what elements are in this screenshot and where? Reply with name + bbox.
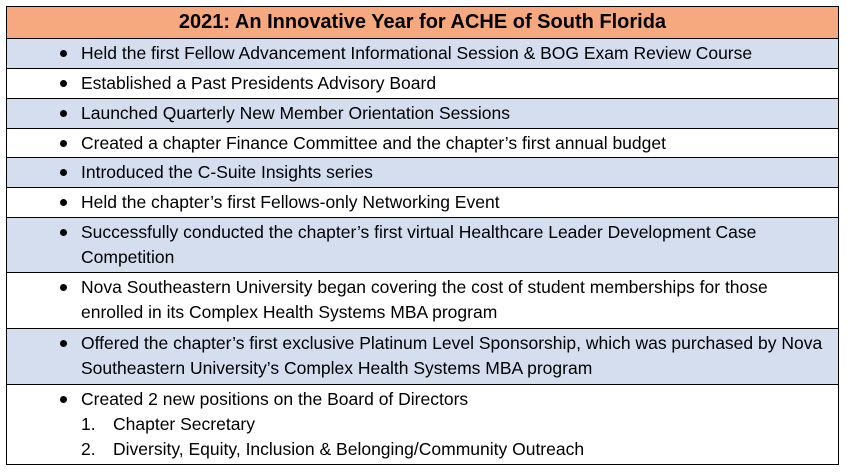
sub-item-number: 1.: [81, 414, 96, 434]
table-row: [7, 188, 838, 218]
bullet-icon: [7, 275, 81, 300]
sub-list-item: [81, 412, 828, 437]
table-row: [7, 99, 838, 129]
item-text: Nova Southeastern University began covering the cost of student memberships for those enrolled in its Complex Health Systems MBA program: [81, 277, 768, 322]
bullet-icon: [7, 101, 81, 126]
item-text: Launched Quarterly New Member Orientation Sessions: [81, 103, 510, 123]
achievements-table: [6, 6, 839, 465]
item-text: Held the first Fellow Advancement Informational Session & BOG Exam Review Course: [81, 43, 753, 63]
sub-list-item: [81, 437, 828, 462]
bullet-icon: [7, 71, 81, 96]
item-text: Offered the chapter’s first exclusive Platinum Level Sponsorship, which was purchased by Nova Southeastern University’s Complex Health Systems MBA program: [81, 333, 823, 378]
sub-item-text: Chapter Secretary: [113, 414, 256, 434]
table-row: [7, 218, 838, 273]
table-title: 2021: An Innovative Year for ACHE of South Florida: [178, 11, 667, 33]
bullet-icon: [7, 190, 81, 215]
item-text: Created 2 new positions on the Board of Directors: [81, 389, 469, 409]
table-row: [7, 273, 838, 329]
sub-item-number: 2.: [81, 439, 96, 459]
bullet-icon: [7, 387, 81, 412]
table-row: [7, 129, 838, 158]
table-row: [7, 39, 838, 69]
table-header: [7, 7, 838, 39]
sub-item-text: Diversity, Equity, Inclusion & Belonging/Community Outreach: [113, 439, 585, 459]
item-content: [81, 387, 838, 462]
table-row: [7, 158, 838, 188]
table-row: [7, 385, 838, 465]
item-text: Established a Past Presidents Advisory Board: [81, 73, 437, 93]
item-text: Held the chapter’s first Fellows-only Networking Event: [81, 192, 500, 212]
bullet-icon: [7, 220, 81, 245]
item-text: Introduced the C-Suite Insights series: [81, 162, 373, 182]
table-row: [7, 329, 838, 385]
bullet-icon: [7, 131, 81, 156]
table-row: [7, 69, 838, 99]
bullet-icon: [7, 160, 81, 185]
bullet-icon: [7, 331, 81, 356]
item-text: Created a chapter Finance Committee and the chapter’s first annual budget: [81, 133, 666, 153]
bullet-icon: [7, 41, 81, 66]
item-text: Successfully conducted the chapter’s first virtual Healthcare Leader Development Case Competition: [81, 222, 757, 267]
